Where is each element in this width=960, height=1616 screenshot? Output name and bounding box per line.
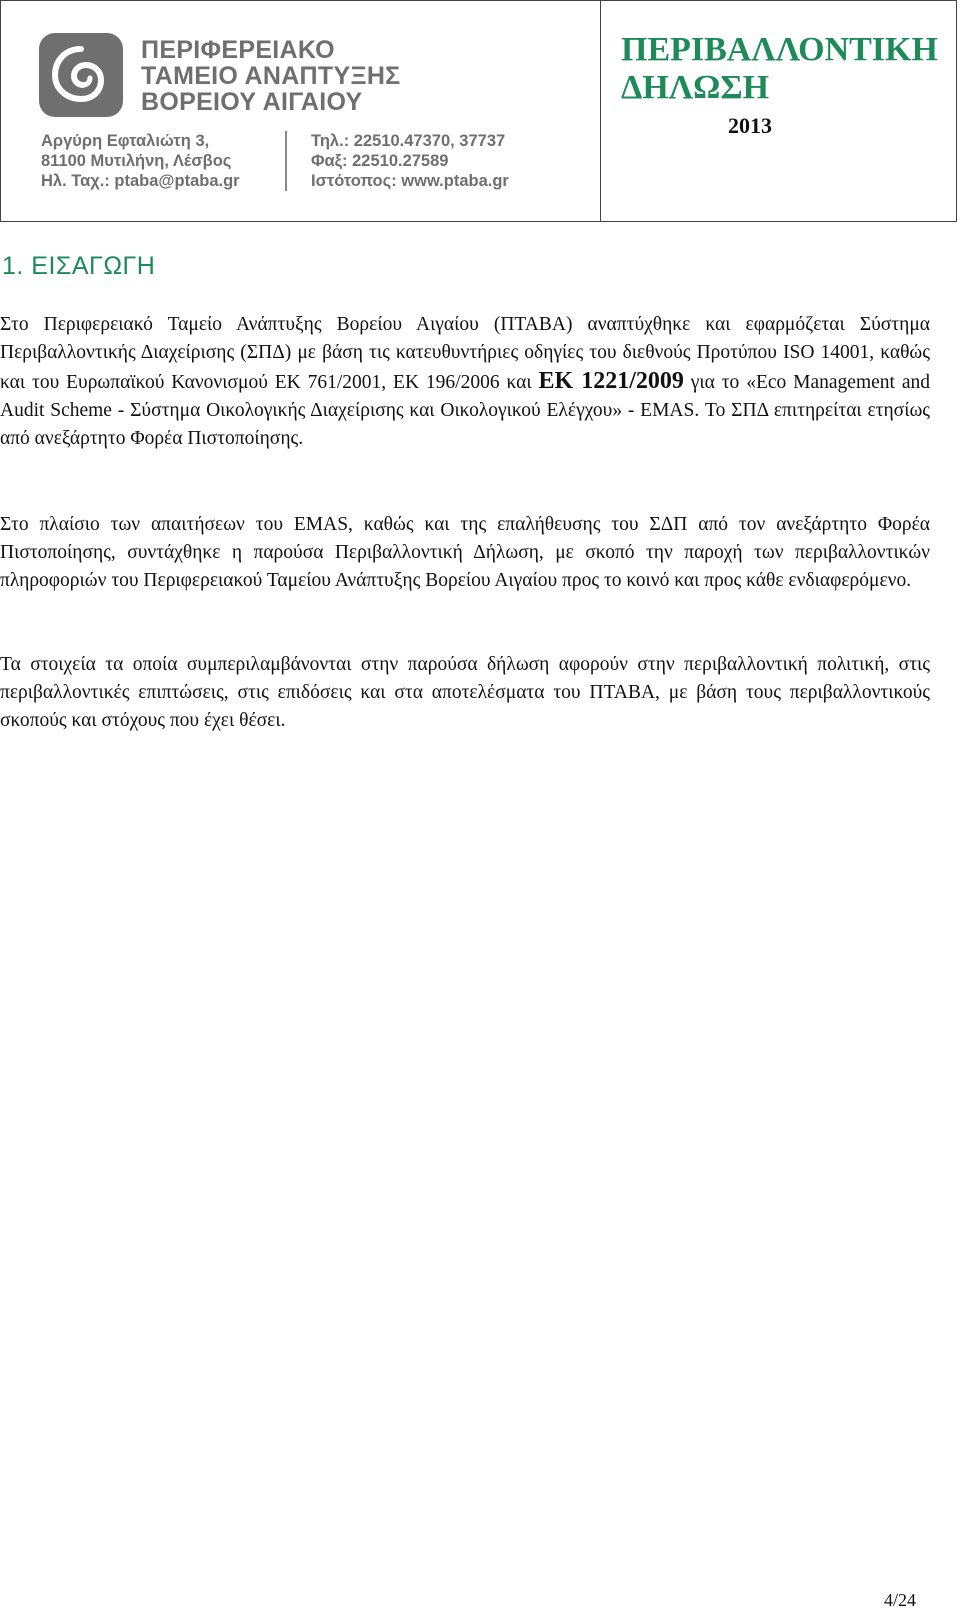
document-header <box>0 0 957 222</box>
title-line: ΠΕΡΙΒΑΛΛΟΝΤΙΚΗ <box>621 31 938 68</box>
spiral-logo-icon <box>39 33 123 117</box>
fax-line: Φαξ: 22510.27589 <box>311 152 449 170</box>
intro-paragraph <box>0 311 930 453</box>
document-title <box>621 31 960 107</box>
address-line: Αργύρη Εφταλιώτη 3, <box>41 132 210 150</box>
header-logo-cell <box>1 1 601 221</box>
paragraph-text: για το «Eco Management and Audit Scheme - Σύστημα Οικολογικής Διαχείρισης και Οικολογικού Ελέγχου» - EMAS. Το ΣΠΔ επιτηρείται ετησίως από ανεξάρτητο Φορέα Πιστοποίησης. <box>0 372 930 449</box>
contents-paragraph: Τα στοιχεία τα οποία συμπεριλαμβάνονται στην παρούσα δήλωση αφορούν στην περιβαλλοντική πολιτική, στις περιβαλλοντικές επιπτώσεις, στις επιδόσεις και στα αποτελέσματα του ΠΤΑΒΑ, με βάση τους περιβαλλοντικούς σκοπούς και στόχους που έχει θέσει. <box>0 654 930 731</box>
regulation-reference: ΕΚ 1221/2009 <box>538 368 684 394</box>
document-year: 2013 <box>728 113 772 138</box>
contact-info <box>311 131 509 191</box>
phone-line: Τηλ.: 22510.47370, 37737 <box>311 132 506 150</box>
postal-address <box>41 131 240 191</box>
header-title-cell <box>601 1 956 221</box>
org-name-line: ΒΟΡΕΙΟΥ ΑΙΓΑΙΟΥ <box>141 88 363 116</box>
org-name-line: ΤΑΜΕΙΟ ΑΝΑΠΤΥΞΗΣ <box>141 62 401 90</box>
section-heading: 1. ΕΙΣΑΓΩΓΗ <box>2 252 156 280</box>
address-divider <box>285 131 287 191</box>
emas-paragraph: Στο πλαίσιο των απαιτήσεων του EMAS, καθώς και της επαλήθευσης του ΣΔΠ από τον ανεξάρτητο Φορέα Πιστοποίησης, συντάχθηκε η παρούσα Περιβαλλοντική Δήλωση, με σκοπό την παροχή των περιβαλλοντικών πληροφοριών του Περιφερειακού Ταμείου Ανάπτυξης Βορείου Αιγαίου προς το κοινό και προς κάθε ενδιαφερόμενο. <box>0 514 930 591</box>
title-line: ΔΗΛΩΣΗ <box>621 69 770 106</box>
website-line: Ιστότοπος: www.ptaba.gr <box>311 172 509 190</box>
org-name-line: ΠΕΡΙΦΕΡΕΙΑΚΟ <box>141 36 335 64</box>
address-line: 81100 Μυτιλήνη, Λέσβος <box>41 152 232 170</box>
paragraph-text: Στο Περιφερειακό Ταμείο Ανάπτυξης Βορείου Αιγαίου (ΠΤΑΒΑ) αναπτύχθηκε και εφαρμόζεται Σύστημα Περιβαλλοντικής Διαχείρισης (ΣΠΔ) με βάση τις κατευθυντήριες οδηγίες του διεθνούς Προτύπου ISO 14001, καθώς και του Ευρωπαϊκού Κανονισμού ΕΚ 761/2001, ΕΚ 196/2006 και <box>0 314 930 393</box>
organization-name <box>141 37 581 115</box>
page-number: 4/24 <box>883 1590 916 1610</box>
email-line: Ηλ. Ταχ.: ptaba@ptaba.gr <box>41 172 240 190</box>
